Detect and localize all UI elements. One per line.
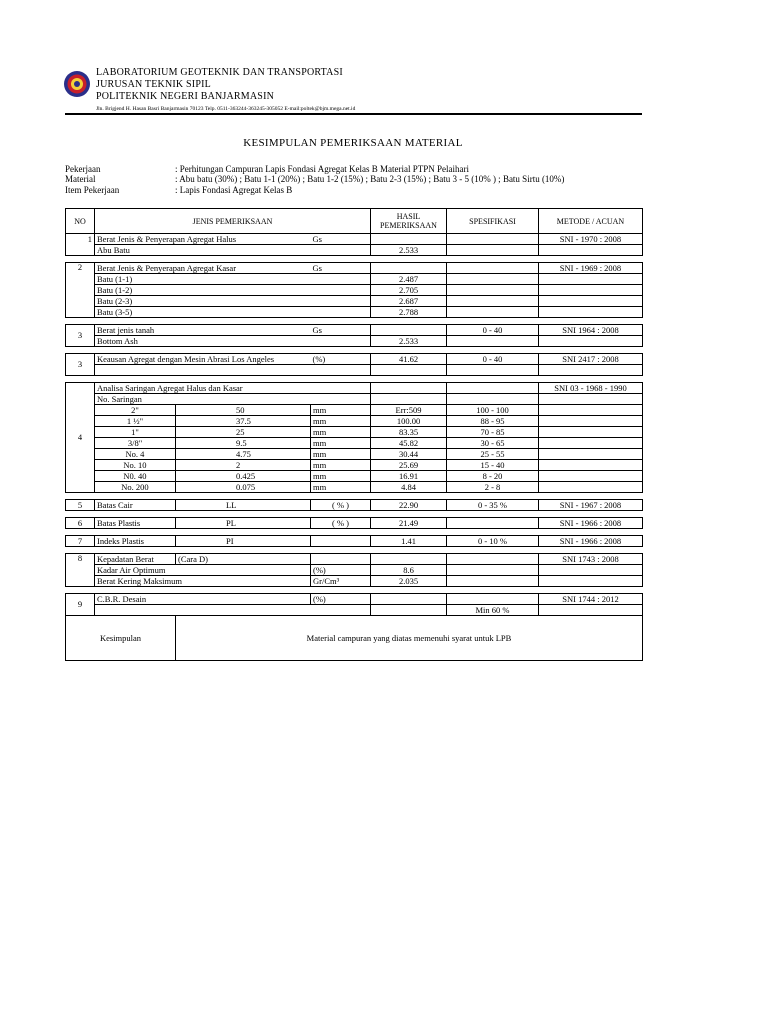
table-row: 7 Indeks Plastis PI 1.41 0 - 10 % SNI - 1966 : 2008 [66, 536, 643, 547]
address-line: Jln. Brigjend H. Hasan Basri Banjarmasin 70123 Telp. 0511-363244-363245-305052 E-mail:poltek@bjm.mega.net.id [96, 106, 356, 112]
table-row: Batu (1-1) 2.487 [66, 274, 643, 285]
table-row: Bottom Ash 2.533 [66, 336, 643, 347]
info-value-material: : Abu batu (30%) ; Batu 1-1 (20%) ; Batu 1-2 (15%) ; Batu 2-3 (15%) ; Batu 3 - 5 (10% ) ; Batu Sirtu (10%) [175, 174, 565, 184]
table-row: Batu (3-5) 2.788 [66, 307, 643, 318]
table-row: Berat Kering Maksimum Gr/Cm³ 2.035 [66, 576, 643, 587]
table-row: 2 Berat Jenis & Penyerapan Agregat Kasar Gs SNI - 1969 : 2008 [66, 263, 643, 274]
department-name: JURUSAN TEKNIK SIPIL [96, 79, 211, 90]
header-divider [65, 113, 642, 115]
table-row: 4 Analisa Saringan Agregat Halus dan Kasar SNI 03 - 1968 - 1990 [66, 383, 643, 394]
lab-name: LABORATORIUM GEOTEKNIK DAN TRANSPORTASI [96, 67, 343, 78]
sieve-row: 1 ½" 37.5 mm 100.00 88 - 95 [66, 416, 643, 427]
page-title: KESIMPULAN PEMERIKSAAN MATERIAL [243, 137, 463, 149]
table-row: 9 C.B.R. Desain (%) SNI 1744 : 2012 [66, 594, 643, 605]
col-hasil: HASIL PEMERIKSAAN [371, 209, 447, 234]
info-value-pekerjaan: : Perhitungan Campuran Lapis Fondasi Agregat Kelas B Material PTPN Pelaihari [175, 164, 469, 174]
table-row: Batu (1-2) 2.705 [66, 285, 643, 296]
results-table [65, 208, 643, 661]
col-no: NO [66, 209, 95, 234]
table-header-row [66, 209, 643, 234]
conclusion-text: Material campuran yang diatas memenuhi syarat untuk LPB [176, 616, 643, 661]
sieve-row: No. 10 2 mm 25.69 15 - 40 [66, 460, 643, 471]
table-row [66, 365, 643, 376]
sieve-row: 2" 50 mm Err:509 100 - 100 [66, 405, 643, 416]
conclusion-row [66, 616, 643, 661]
info-value-item: : Lapis Fondasi Agregat Kelas B [175, 185, 293, 195]
table-row: 3 Keausan Agregat dengan Mesin Abrasi Los Angeles (%) 41.62 0 - 40 SNI 2417 : 2008 [66, 354, 643, 365]
institution-logo [63, 70, 91, 98]
table-row: Abu Batu 2.533 [66, 245, 643, 256]
table-row: No. Saringan [66, 394, 643, 405]
table-row: 1 Berat Jenis & Penyerapan Agregat Halus Gs SNI - 1970 : 2008 [66, 234, 643, 245]
conclusion-label: Kesimpulan [66, 616, 176, 661]
info-label-item: Item Pekerjaan [65, 185, 120, 195]
col-jenis: JENIS PEMERIKSAAN [95, 209, 371, 234]
institution-name: POLITEKNIK NEGERI BANJARMASIN [96, 91, 275, 102]
table-row: 8 Kepadatan Berat (Cara D) SNI 1743 : 2008 [66, 554, 643, 565]
sieve-row: N0. 40 0.425 mm 16.91 8 - 20 [66, 471, 643, 482]
table-row: 6 Batas Plastis PL ( % ) 21.49 SNI - 1966 : 2008 [66, 518, 643, 529]
table-row: Kadar Air Optimum (%) 8.6 [66, 565, 643, 576]
table-row: Min 60 % [66, 605, 643, 616]
table-row: Batu (2-3) 2.687 [66, 296, 643, 307]
sieve-row: No. 4 4.75 mm 30.44 25 - 55 [66, 449, 643, 460]
col-metode: METODE / ACUAN [539, 209, 643, 234]
col-spesifikasi: SPESIFIKASI [447, 209, 539, 234]
info-label-material: Material [65, 174, 96, 184]
sieve-row: No. 200 0.075 mm 4.84 2 - 8 [66, 482, 643, 493]
sieve-row: 1" 25 mm 83.35 70 - 85 [66, 427, 643, 438]
table-row: 3 Berat jenis tanah Gs 0 - 40 SNI 1964 : 2008 [66, 325, 643, 336]
info-label-pekerjaan: Pekerjaan [65, 164, 101, 174]
sieve-row: 3/8" 9.5 mm 45.82 30 - 65 [66, 438, 643, 449]
table-row: 5 Batas Cair LL ( % ) 22.90 0 - 35 % SNI - 1967 : 2008 [66, 500, 643, 511]
